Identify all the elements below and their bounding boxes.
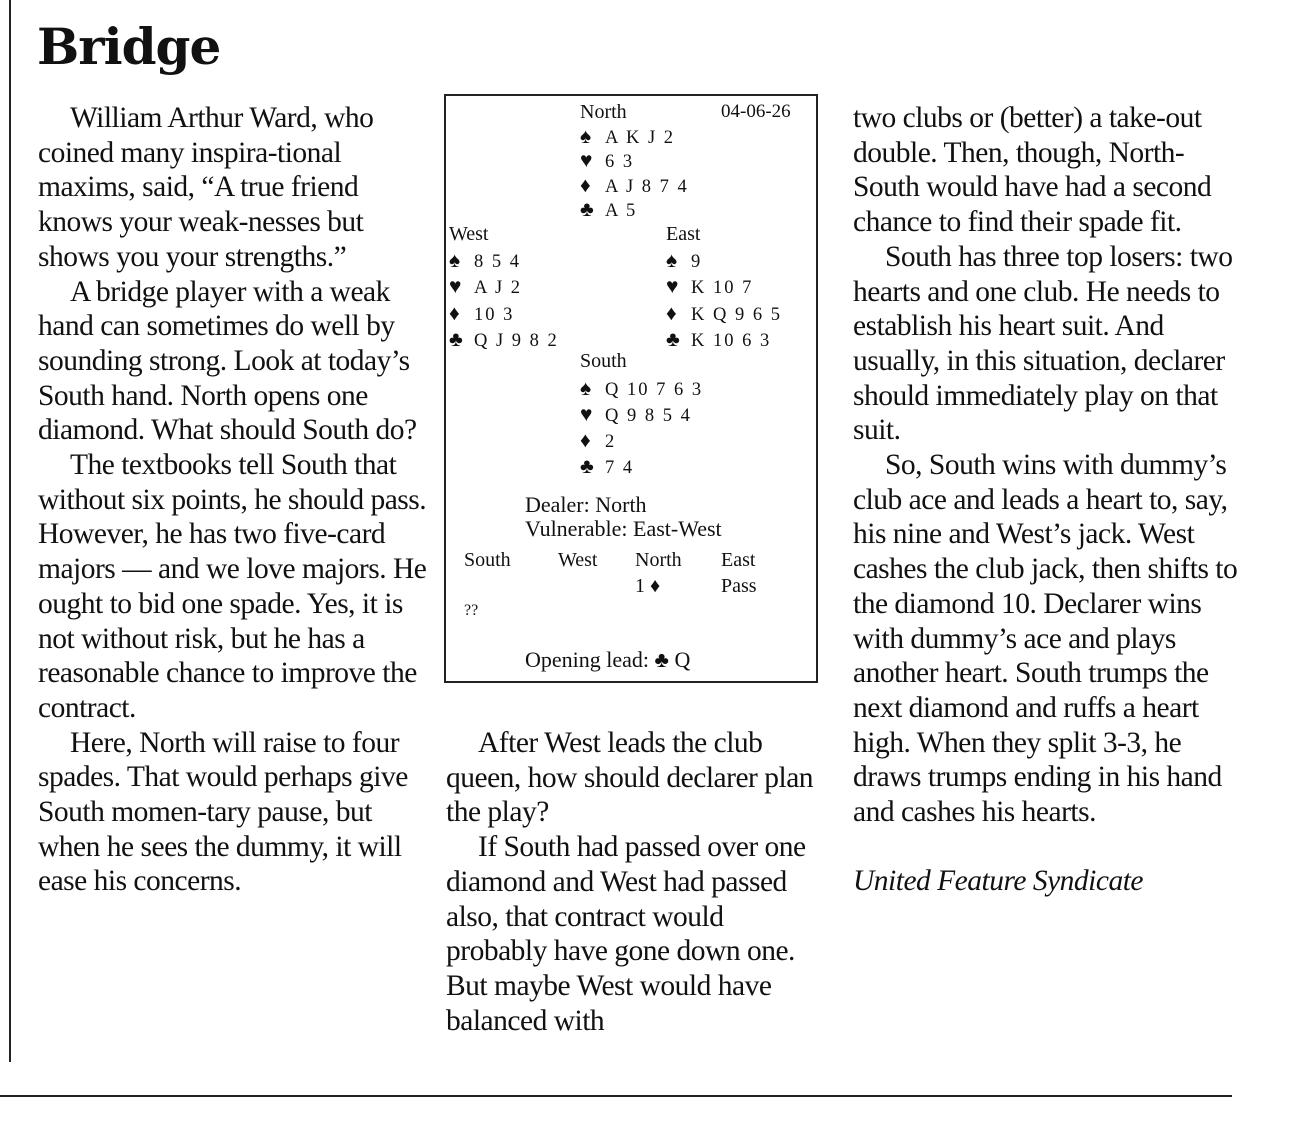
north-diamonds: ♦ A J 8 7 4 — [580, 173, 689, 197]
paragraph: Here, North will raise to four spades. That would perhaps give South momen-tary pause, but when he sees the dummy, it will ease his concerns. — [38, 726, 408, 898]
spade-icon: ♠ — [666, 248, 678, 272]
club-icon: ♣ — [580, 197, 594, 221]
auction-bid-south: ?? — [464, 602, 479, 619]
auction-header-north: North — [635, 549, 682, 571]
column-rule-left — [9, 0, 11, 1062]
article-column-1 — [38, 101, 430, 899]
club-icon: ♣ — [580, 454, 594, 478]
east-hearts: ♥ K 10 7 — [666, 274, 754, 298]
south-diamonds: ♦ 2 — [580, 428, 617, 452]
south-label: South — [580, 350, 627, 372]
auction-bid-north: 1 ♦ — [635, 575, 661, 597]
heart-icon: ♥ — [666, 274, 679, 298]
heart-icon: ♥ — [580, 402, 593, 426]
west-clubs: ♣ Q J 9 8 2 — [449, 327, 559, 351]
paragraph: After West leads the club queen, how should declarer plan the play? — [446, 727, 814, 829]
north-clubs: ♣ A 5 — [580, 197, 638, 221]
east-clubs: ♣ K 10 6 3 — [666, 327, 772, 351]
deal-date: 04-06-26 — [721, 101, 791, 122]
page-title: Bridge — [37, 17, 221, 76]
south-spades: ♠ Q 10 7 6 3 — [580, 376, 704, 400]
club-icon: ♣ — [449, 327, 463, 351]
south-hearts: ♥ Q 9 8 5 4 — [580, 402, 692, 426]
heart-icon: ♥ — [449, 274, 462, 298]
syndicate-credit: United Feature Syndicate — [853, 865, 1144, 898]
auction-header-south: South — [464, 549, 511, 571]
auction-header-west: West — [558, 549, 598, 571]
diamond-icon: ♦ — [580, 428, 591, 452]
spade-icon: ♠ — [580, 376, 592, 400]
diamond-icon: ♦ — [666, 301, 677, 325]
paragraph: two clubs or (better) a take-out double. Then, though, North-South would have had a second chance to find their spade fit. — [853, 102, 1212, 239]
south-clubs: ♣ 7 4 — [580, 454, 635, 478]
vulnerability-info: Vulnerable: East-West — [525, 516, 722, 541]
paragraph: William Arthur Ward, who coined many inspira-tional maxims, said, “A true friend knows your weak-nesses but shows you your strengths.” — [38, 102, 374, 273]
auction-bid-east: Pass — [721, 575, 757, 597]
article-column-2 — [446, 726, 828, 1038]
west-diamonds: ♦ 10 3 — [449, 301, 515, 325]
north-spades: ♠ A K J 2 — [580, 124, 676, 148]
dealer-info: Dealer: North — [525, 492, 647, 517]
east-diamonds: ♦ K Q 9 6 5 — [666, 301, 782, 325]
heart-icon: ♥ — [580, 148, 593, 172]
paragraph: South has three top losers: two hearts and one club. He needs to establish his heart suit. And usually, in this situation, declarer should immediately play on that suit. — [853, 240, 1233, 447]
north-hearts: ♥ 6 3 — [580, 148, 635, 172]
west-label: West — [449, 223, 489, 245]
west-hearts: ♥ A J 2 — [449, 274, 523, 298]
opening-lead: Opening lead: ♣ Q — [525, 647, 691, 672]
diamond-icon: ♦ — [580, 173, 591, 197]
paragraph: The textbooks tell South that without six points, he should pass. However, he has two five-card majors — and we love majors. He ought to bid one spade. Yes, it is not without risk, but he has a reasonable chance to improve the contract. — [38, 449, 427, 724]
east-label: East — [666, 223, 701, 245]
bridge-deal-diagram — [444, 94, 818, 683]
diamond-icon: ♦ — [449, 301, 460, 325]
club-icon: ♣ — [666, 327, 680, 351]
west-spades: ♠ 8 5 4 — [449, 248, 521, 272]
spade-icon: ♠ — [580, 124, 592, 148]
auction-header-east: East — [721, 549, 756, 571]
paragraph: If South had passed over one diamond and West had passed also, that contract would probably have gone down one. But maybe West would have balanced with — [446, 831, 806, 1037]
bottom-rule — [0, 1095, 1232, 1097]
paragraph: A bridge player with a weak hand can sometimes do well by sounding strong. Look at today’s South hand. North opens one diamond. What should South do? — [38, 275, 417, 447]
article-column-3 — [853, 101, 1243, 899]
north-label: North — [580, 101, 627, 123]
spade-icon: ♠ — [449, 248, 461, 272]
paragraph: So, South wins with dummy’s club ace and leads a heart to, say, his nine and West’s jack. West cashes the club jack, then shifts to the diamond 10. Declarer wins with dummy’s ace and plays another heart. South trumps the next diamond and ruffs a heart high. When they split 3-3, he draws trumps ending in his hand and cashes his hearts. — [853, 449, 1238, 829]
east-spades: ♠ 9 — [666, 248, 703, 272]
